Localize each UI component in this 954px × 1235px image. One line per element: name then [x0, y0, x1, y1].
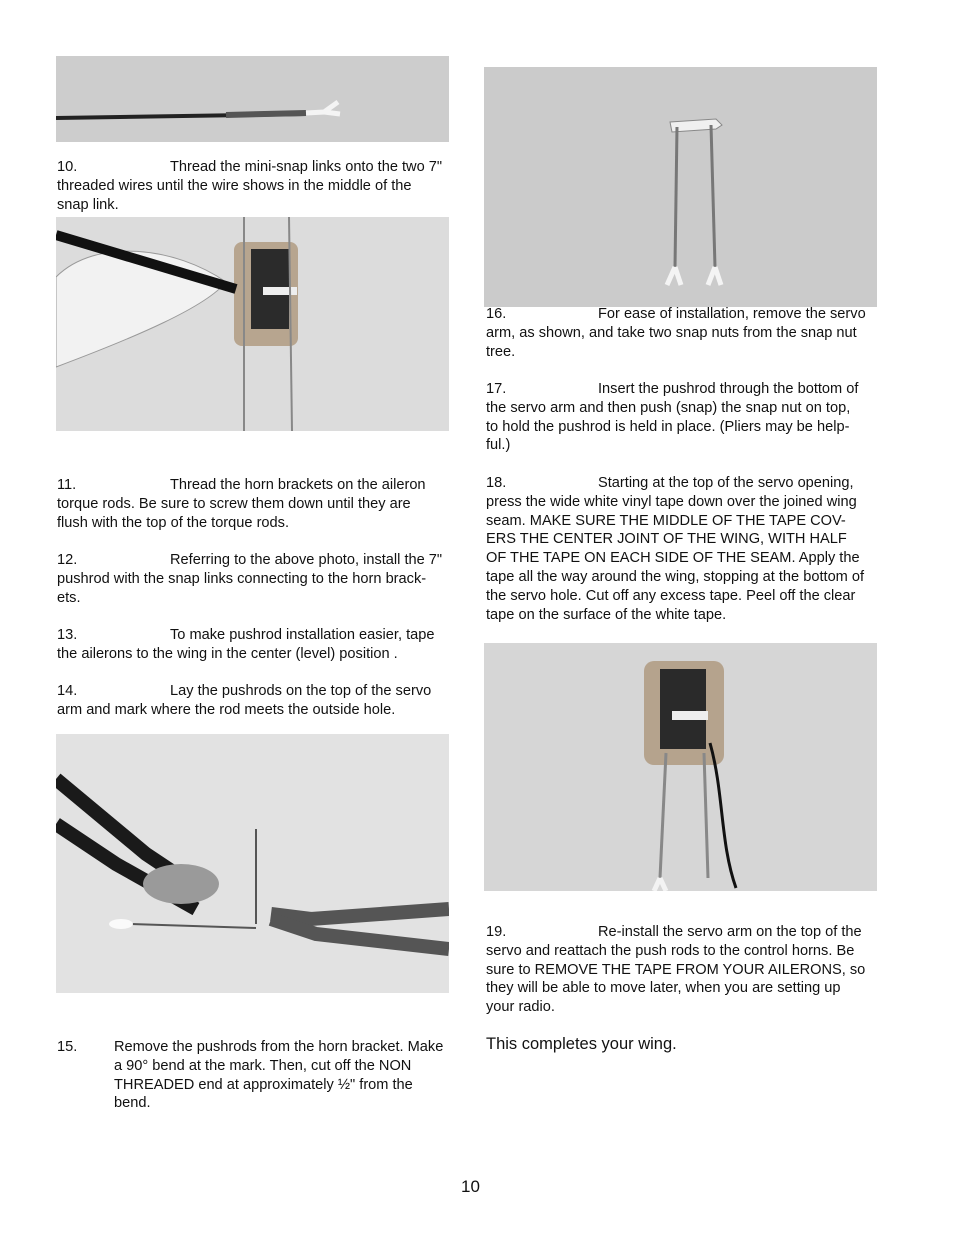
step-text-line: Insert the pushrod through the bottom of [598, 381, 859, 397]
step-number: 16. [486, 306, 507, 322]
step-text-line: Lay the pushrods on the top of the servo [170, 683, 432, 699]
step-text-line: to hold the pushrod is held in place. (Pliers may be help- [486, 418, 850, 435]
step-text-line: torque rods. Be sure to screw them down until they are [57, 495, 411, 512]
step-text-line: OF THE TAPE ON EACH SIDE OF THE SEAM. Apply the [486, 550, 860, 567]
step-text-line: pushrod with the snap links connecting to the horn brack- [57, 570, 427, 587]
step-text-line: Thread the horn brackets on the aileron [170, 477, 426, 493]
step-text-line: tape all the way around the wing, stopping at the bottom of [486, 568, 865, 585]
step-number: 17. [486, 381, 507, 397]
step-17 [486, 380, 906, 455]
step-text-line: your radio. [486, 999, 555, 1016]
step-text-line: THREADED end at approximately ½" from the [114, 1076, 413, 1093]
step-text-line: a 90° bend at the mark. Then, cut off the NON [114, 1057, 412, 1074]
step-text-line: arm and mark where the rod meets the outside hole. [57, 701, 396, 718]
step-text-line: For ease of installation, remove the servo [598, 306, 866, 322]
step-text-line: ets. [57, 589, 81, 606]
step-text-line: they will be able to move later, when you are setting up [486, 980, 841, 997]
step-text-line: Referring to the above photo, install the 7" [170, 552, 443, 568]
step-text-line: Remove the pushrods from the horn bracket. Make [114, 1039, 444, 1055]
step-text-line: Starting at the top of the servo opening, [598, 475, 854, 491]
step-number: 13. [57, 627, 78, 643]
step-text-line: bend. [114, 1095, 151, 1112]
step-number: 18. [486, 475, 507, 491]
step-text-line: To make pushrod installation easier, tape [170, 627, 435, 643]
step-text-line: tree. [486, 343, 516, 360]
photo-wire-snap-link [56, 56, 449, 142]
step-text-line: threaded wires until the wire shows in the middle of the [57, 177, 412, 194]
step-text-line: Re-install the servo arm on the top of the [598, 924, 862, 940]
step-number: 12. [57, 552, 78, 568]
photo-marking-servo [56, 217, 449, 431]
step-text-line: tape on the surface of the white tape. [486, 606, 727, 623]
step-16 [486, 305, 906, 361]
step-number: 11. [57, 477, 77, 493]
step-11 [57, 476, 467, 532]
step-text-line: sure to REMOVE THE TAPE FROM YOUR AILERONS, so [486, 961, 866, 978]
step-text-line: ful.) [486, 437, 511, 454]
step-text-line: Thread the mini-snap links onto the two 7" [170, 159, 443, 175]
step-text-line: snap link. [57, 196, 119, 213]
photo-installed-servo [484, 643, 877, 891]
photo-pliers-pushrod [56, 734, 449, 993]
step-number: 19. [486, 924, 507, 940]
step-text-line: the servo hole. Cut off any excess tape. Peel off the clear [486, 587, 856, 604]
step-text-line: seam. MAKE SURE THE MIDDLE OF THE TAPE COV- [486, 512, 846, 529]
step-number: 14. [57, 683, 78, 699]
step-text-line: press the wide white vinyl tape down over the joined wing [486, 493, 857, 510]
step-text-line: flush with the top of the torque rods. [57, 514, 290, 531]
step-text-line: arm, as shown, and take two snap nuts from the snap nut [486, 324, 857, 341]
step-number: 15. [57, 1039, 78, 1055]
closing-note: This completes your wing. [486, 1035, 677, 1053]
step-15 [57, 1038, 477, 1113]
step-19 [486, 923, 906, 1017]
photo-pushrods-servo-arm [484, 67, 877, 307]
step-13 [57, 626, 467, 664]
step-text-line: servo and reattach the push rods to the control horns. Be [486, 942, 855, 959]
step-14 [57, 682, 467, 720]
step-18 [486, 474, 906, 624]
step-10 [57, 158, 467, 214]
page-number: 10 [461, 1177, 480, 1196]
step-text-line: the servo arm and then push (snap) the snap nut on top, [486, 399, 851, 416]
step-text-line: the ailerons to the wing in the center (level) position . [57, 645, 398, 662]
step-text-line: ERS THE CENTER JOINT OF THE WING, WITH HALF [486, 531, 847, 548]
step-12 [57, 551, 467, 607]
step-number: 10. [57, 159, 78, 175]
